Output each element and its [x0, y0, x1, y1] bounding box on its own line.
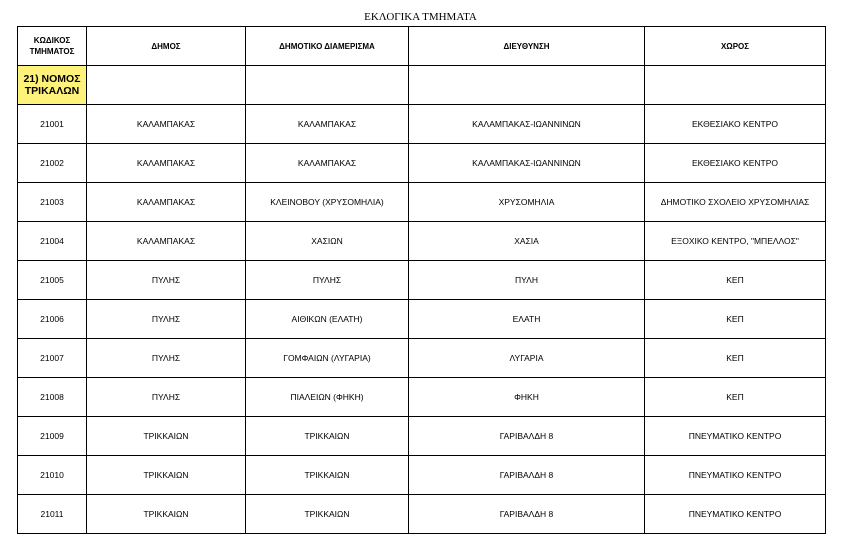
cell-dimos: ΠΥΛΗΣ	[87, 339, 246, 378]
cell-dieuthinsi: ΚΑΛΑΜΠΑΚΑΣ-ΙΩΑΝΝΙΝΩΝ	[409, 144, 645, 183]
table-row	[18, 378, 826, 417]
cell-dieuthinsi: ΠΥΛΗ	[409, 261, 645, 300]
cell-dimos: ΚΑΛΑΜΠΑΚΑΣ	[87, 144, 246, 183]
cell-code: 21003	[18, 183, 87, 222]
cell-dieuthinsi: ΧΡΥΣΟΜΗΛΙΑ	[409, 183, 645, 222]
table-row	[18, 183, 826, 222]
table-row	[18, 417, 826, 456]
cell-dimos: ΤΡΙΚΚΑΙΩΝ	[87, 495, 246, 534]
cell-diamerisma: ΤΡΙΚΚΑΙΩΝ	[246, 417, 409, 456]
cell-code: 21004	[18, 222, 87, 261]
cell-xoros: ΚΕΠ	[645, 261, 826, 300]
cell-xoros: ΚΕΠ	[645, 339, 826, 378]
cell-dimos: ΚΑΛΑΜΠΑΚΑΣ	[87, 183, 246, 222]
nomos-row	[18, 66, 826, 105]
header-xoros: ΧΩΡΟΣ	[645, 27, 826, 66]
cell-dimos: ΠΥΛΗΣ	[87, 261, 246, 300]
header-dieuthinsi: ΔΙΕΥΘΥΝΣΗ	[409, 27, 645, 66]
table-row	[18, 339, 826, 378]
cell-xoros: ΕΞΟΧΙΚΟ ΚΕΝΤΡΟ, "ΜΠΕΛΛΟΣ"	[645, 222, 826, 261]
table-row	[18, 144, 826, 183]
cell-code: 21010	[18, 456, 87, 495]
cell-dimos: ΚΑΛΑΜΠΑΚΑΣ	[87, 105, 246, 144]
cell-xoros: ΔΗΜΟΤΙΚΟ ΣΧΟΛΕΙΟ ΧΡΥΣΟΜΗΛΙΑΣ	[645, 183, 826, 222]
table-row	[18, 495, 826, 534]
header-row	[18, 27, 826, 66]
cell-code: 21005	[18, 261, 87, 300]
cell-code: 21002	[18, 144, 87, 183]
cell-xoros: ΚΕΠ	[645, 378, 826, 417]
cell-diamerisma: ΧΑΣΙΩΝ	[246, 222, 409, 261]
table-row	[18, 261, 826, 300]
cell-dieuthinsi: ΕΛΑΤΗ	[409, 300, 645, 339]
cell-diamerisma: ΠΥΛΗΣ	[246, 261, 409, 300]
cell-xoros: ΕΚΘΕΣΙΑΚΟ ΚΕΝΤΡΟ	[645, 144, 826, 183]
cell-xoros: ΠΝΕΥΜΑΤΙΚΟ ΚΕΝΤΡΟ	[645, 417, 826, 456]
cell-code: 21008	[18, 378, 87, 417]
table-row	[18, 300, 826, 339]
cell-xoros: ΠΝΕΥΜΑΤΙΚΟ ΚΕΝΤΡΟ	[645, 456, 826, 495]
cell-code: 21001	[18, 105, 87, 144]
table-row	[18, 222, 826, 261]
cell-code: 21007	[18, 339, 87, 378]
cell-dimos: ΤΡΙΚΚΑΙΩΝ	[87, 417, 246, 456]
cell-diamerisma: ΑΙΘΙΚΩΝ (ΕΛΑΤΗ)	[246, 300, 409, 339]
cell-dieuthinsi: ΓΑΡΙΒΑΛΔΗ 8	[409, 456, 645, 495]
document-title: ΕΚΛΟΓΙΚΑ ΤΜΗΜΑΤΑ	[364, 11, 477, 23]
cell-code: 21011	[18, 495, 87, 534]
cell-xoros: ΠΝΕΥΜΑΤΙΚΟ ΚΕΝΤΡΟ	[645, 495, 826, 534]
cell-diamerisma: ΠΙΑΛΕΙΩΝ (ΦΗΚΗ)	[246, 378, 409, 417]
cell-dieuthinsi: ΧΑΣΙΑ	[409, 222, 645, 261]
header-diamerisma: ΔΗΜΟΤΙΚΟ ΔΙΑΜΕΡΙΣΜΑ	[246, 27, 409, 66]
empty-cell	[409, 66, 645, 105]
cell-dieuthinsi: ΚΑΛΑΜΠΑΚΑΣ-ΙΩΑΝΝΙΝΩΝ	[409, 105, 645, 144]
polling-stations-table	[17, 26, 826, 534]
nomos-label: 21) ΝΟΜΟΣ ΤΡΙΚΑΛΩΝ	[18, 66, 87, 105]
cell-dimos: ΠΥΛΗΣ	[87, 378, 246, 417]
header-dimos: ΔΗΜΟΣ	[87, 27, 246, 66]
empty-cell	[87, 66, 246, 105]
empty-cell	[246, 66, 409, 105]
cell-dimos: ΚΑΛΑΜΠΑΚΑΣ	[87, 222, 246, 261]
table-row	[18, 105, 826, 144]
empty-cell	[645, 66, 826, 105]
cell-code: 21006	[18, 300, 87, 339]
cell-dieuthinsi: ΦΗΚΗ	[409, 378, 645, 417]
cell-diamerisma: ΚΑΛΑΜΠΑΚΑΣ	[246, 144, 409, 183]
table-row	[18, 456, 826, 495]
cell-diamerisma: ΚΑΛΑΜΠΑΚΑΣ	[246, 105, 409, 144]
cell-dimos: ΤΡΙΚΚΑΙΩΝ	[87, 456, 246, 495]
cell-xoros: ΚΕΠ	[645, 300, 826, 339]
cell-diamerisma: ΓΟΜΦΑΙΩΝ (ΛΥΓΑΡΙΑ)	[246, 339, 409, 378]
cell-dimos: ΠΥΛΗΣ	[87, 300, 246, 339]
cell-diamerisma: ΚΛΕΙΝΟΒΟΥ (ΧΡΥΣΟΜΗΛΙΑ)	[246, 183, 409, 222]
cell-dieuthinsi: ΓΑΡΙΒΑΛΔΗ 8	[409, 495, 645, 534]
cell-code: 21009	[18, 417, 87, 456]
cell-dieuthinsi: ΓΑΡΙΒΑΛΔΗ 8	[409, 417, 645, 456]
cell-dieuthinsi: ΛΥΓΑΡΙΑ	[409, 339, 645, 378]
cell-diamerisma: ΤΡΙΚΚΑΙΩΝ	[246, 495, 409, 534]
header-code: ΚΩΔΙΚΟΣ ΤΜΗΜΑΤΟΣ	[18, 27, 87, 66]
cell-diamerisma: ΤΡΙΚΚΑΙΩΝ	[246, 456, 409, 495]
cell-xoros: ΕΚΘΕΣΙΑΚΟ ΚΕΝΤΡΟ	[645, 105, 826, 144]
